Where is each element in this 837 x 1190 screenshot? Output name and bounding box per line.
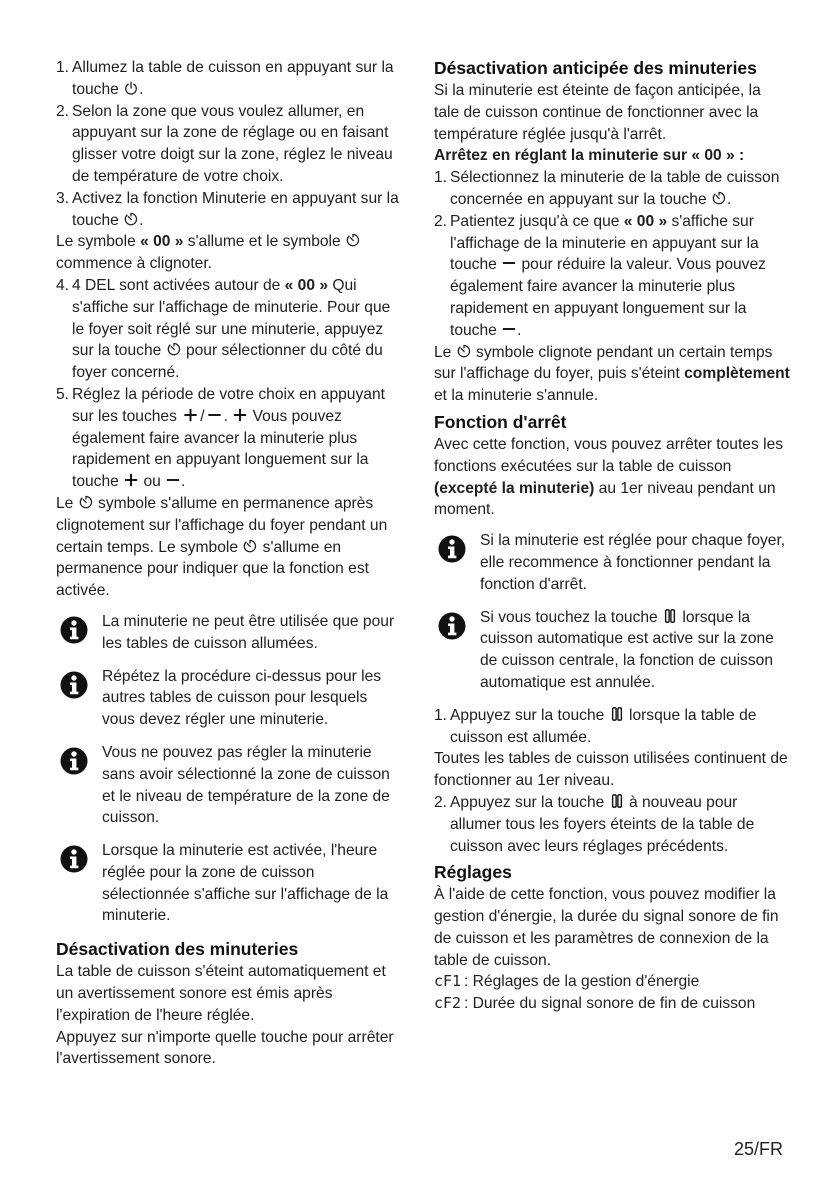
info-icon xyxy=(60,671,88,699)
svg-text:cF1: cF1 xyxy=(434,972,462,989)
timer-icon xyxy=(457,344,471,358)
step-number: 1. xyxy=(56,59,70,76)
paragraph: Si la minuterie est éteinte de façon anticipée, la tale de cuisson continue de fonctionner avec la température réglée jusqu'à l'arrêt. xyxy=(434,82,761,143)
step-1: 1. Appuyez sur la touche lorsque la table de cuisson est allumée. xyxy=(434,706,757,746)
minus-icon xyxy=(502,256,516,270)
section-heading: Réglages xyxy=(434,862,512,883)
subheading: Arrêtez en réglant la minuterie sur « 00 » : xyxy=(434,147,745,165)
power-icon xyxy=(124,81,138,95)
step-number: 3. xyxy=(56,189,70,207)
step-number: 1. xyxy=(434,169,448,187)
step-number: 5. xyxy=(56,385,70,403)
timer-icon xyxy=(346,233,360,247)
minus-icon xyxy=(166,473,180,487)
step-2: 2. Appuyez sur la touche à nouveau pour allumer tous les foyers éteints de la table de cuisson avec leurs réglages précédents. xyxy=(434,793,755,855)
plus-icon xyxy=(124,473,138,487)
plus-icon xyxy=(182,408,199,422)
info-note: Vous ne pouvez pas régler la minuterie sans avoir sélectionné la zone de cuisson et le niveau de température de la zone de cuisson. xyxy=(56,742,400,829)
step-text: Activez la fonction Minuterie en appuyant sur la touche xyxy=(72,189,399,229)
setting-item: cF1 : Réglages de la gestion d'énergie xyxy=(434,972,700,991)
minus-icon xyxy=(502,322,516,336)
paragraph: Appuyez sur n'importe quelle touche pour arrêter l'avertissement sonore. xyxy=(56,1028,394,1068)
step-3: 3. Activez la fonction Minuterie en appuyant sur la touche . xyxy=(56,189,399,229)
step-number: 4. xyxy=(56,276,70,294)
pause-icon xyxy=(610,707,624,721)
info-note: Lorsque la minuterie est activée, l'heure réglée pour la zone de cuisson sélectionnée s'affiche sur l'affichage de la minuterie. xyxy=(56,840,400,927)
paragraph: La table de cuisson s'éteint automatiquement et un avertissement sonore est émis après l'expiration de l'heure réglée. xyxy=(56,963,386,1024)
timer-icon xyxy=(243,539,257,553)
paragraph: Le symbole clignote pendant un certain temps sur l'affichage du foyer, puis s'éteint complètement et la minuterie s'annule. xyxy=(434,343,790,405)
timer-icon xyxy=(124,212,138,226)
info-icon xyxy=(438,612,466,640)
step-number: 2. xyxy=(434,793,448,811)
paragraph: Toutes les tables de cuisson utilisées continuent de fonctionner au 1er niveau. xyxy=(434,750,788,790)
setting-item: cF2 : Durée du signal sonore de fin de cuisson xyxy=(434,994,756,1013)
step-1: 1. Allumez la table de cuisson en appuyant sur la touche . xyxy=(56,59,394,98)
info-icon xyxy=(438,535,466,563)
section-heading: Désactivation anticipée des minuteries xyxy=(434,58,757,78)
timer-symbol-paragraph: Le symbole « 00 » s'allume et le symbole commence à clignoter. xyxy=(56,231,400,275)
info-icon xyxy=(60,845,88,873)
info-note: Si la minuterie est réglée pour chaque foyer, elle recommence à fonctionner pendant la fonction d'arrêt. xyxy=(434,530,790,595)
step-number: 1. xyxy=(434,706,448,724)
left-column xyxy=(56,57,400,1070)
section-heading: Désactivation des minuteries xyxy=(56,939,299,960)
pause-icon xyxy=(610,794,624,808)
page-number: 25/FR xyxy=(733,1139,783,1159)
step-2: 2. Patientez jusqu'à ce que « 00 » s'affiche sur l'affichage de la minuterie en appuyant sur la touche pour réduire la valeur. Vous pouvez également faire avancer la minuterie plus rapidement en appuyant longuement sur la touche . xyxy=(434,212,766,339)
step-5: 5. Réglez la période de votre choix en appuyant sur les touches / . Vous pouvez également faire avancer la minuterie plus rapidement en appuyant longuement sur la touche ou . xyxy=(56,385,385,491)
info-note: La minuterie ne peut être utilisée que pour les tables de cuisson allumées. xyxy=(56,611,400,655)
info-icon xyxy=(60,747,88,775)
timer-icon xyxy=(167,342,181,356)
paragraph: Avec cette fonction, vous pouvez arrêter toutes les fonctions exécutées sur la table de cuisson (excepté la minuterie) au 1er niveau pendant un moment. xyxy=(434,435,784,519)
lcd-cf1-icon xyxy=(434,972,464,988)
permanent-symbol-paragraph: Le symbole s'allume en permanence après clignotement sur l'affichage du foyer pendant un certain temps. Le symbole s'allume en permanence pour indiquer que la fonction est activée. xyxy=(56,494,388,600)
pause-icon xyxy=(663,609,677,623)
step-4: 4. 4 DEL sont activées autour de « 00 » Qui s'affiche sur l'affichage de minuterie. Pour que le foyer soit réglé sur une minuterie, appuyez sur la touche pour sélectionner du côté du foyer concerné. xyxy=(56,276,391,382)
info-note: Si vous touchez la touche lorsque la cuisson automatique est active sur la zone de cuisson centrale, la fonction de cuisson automatique est annulée. xyxy=(434,607,790,694)
info-icon xyxy=(60,616,88,644)
svg-text:cF2: cF2 xyxy=(434,994,462,1011)
plus-icon xyxy=(233,408,247,422)
timer-icon xyxy=(79,495,93,509)
right-column xyxy=(434,57,790,1015)
lcd-cf2-icon xyxy=(434,994,464,1010)
paragraph: À l'aide de cette fonction, vous pouvez modifier la gestion d'énergie, la durée du signal sonore de fin de cuisson et les paramètres de connexion de la table de cuisson. xyxy=(434,886,779,969)
step-2 xyxy=(56,101,400,188)
info-note: Répétez la procédure ci-dessus pour les autres tables de cuisson pour lesquels vous devez régler une minuterie. xyxy=(56,666,400,731)
step-text: Selon la zone que vous voulez allumer, en appuyant sur la zone de réglage ou en faisant glisser votre doigt sur la zone, réglez le niveau de température de votre choix. xyxy=(72,102,393,185)
timer-icon xyxy=(712,191,726,205)
section-heading: Fonction d'arrêt xyxy=(434,411,567,432)
step-1: 1. Sélectionnez la minuterie de la table de cuisson concernée en appuyant sur la touche . xyxy=(434,169,780,208)
step-text: Allumez la table de cuisson en appuyant sur la touche xyxy=(72,59,394,98)
step-number: 2. xyxy=(434,212,448,230)
minus-icon xyxy=(206,408,223,422)
step-number: 2. xyxy=(56,102,70,120)
